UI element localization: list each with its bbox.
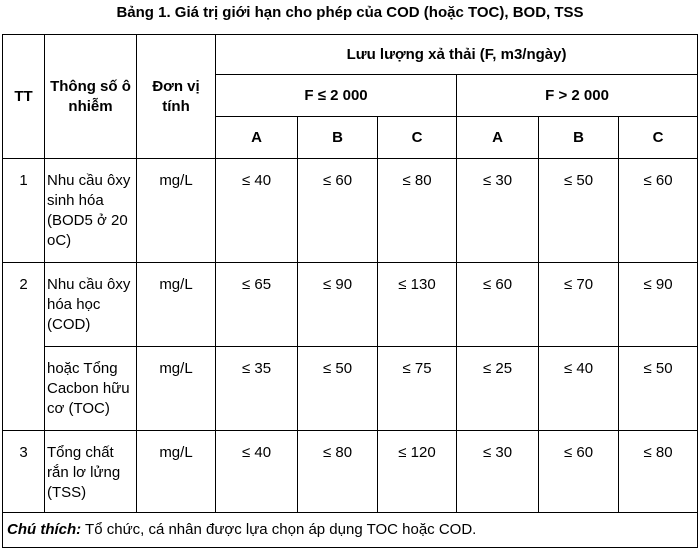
header-tt: TT: [3, 35, 45, 159]
row-unit: mg/L: [137, 159, 216, 263]
row-value: ≤ 90: [298, 263, 378, 347]
table-title: Bảng 1. Giá trị giới hạn cho phép của COD (hoặc TOC), BOD, TSS: [116, 4, 584, 21]
row-value: ≤ 30: [457, 431, 539, 513]
row-value: ≤ 130: [378, 263, 457, 347]
row-value: ≤ 40: [216, 431, 298, 513]
row-value: ≤ 40: [216, 159, 298, 263]
table-row: [3, 263, 698, 347]
row-value: ≤ 60: [539, 431, 619, 513]
limits-table: [2, 34, 698, 548]
header-group-low: F ≤ 2 000: [216, 75, 457, 117]
row-value: ≤ 70: [539, 263, 619, 347]
header-sub-col: A: [216, 117, 298, 159]
header-group-high: F > 2 000: [457, 75, 698, 117]
table-row: [3, 431, 698, 513]
row-value: ≤ 25: [457, 347, 539, 431]
header-sub-col: C: [378, 117, 457, 159]
row-unit: mg/L: [137, 263, 216, 347]
row-value: ≤ 50: [539, 159, 619, 263]
row-value: ≤ 90: [619, 263, 698, 347]
header-row-1: [3, 35, 698, 75]
table-row: [3, 347, 698, 431]
row-value: ≤ 35: [216, 347, 298, 431]
row-parameter: Nhu cầu ôxy hóa học (COD): [45, 263, 137, 347]
row-parameter: Tổng chất rắn lơ lửng (TSS): [45, 431, 137, 513]
row-value: ≤ 30: [457, 159, 539, 263]
header-parameter: Thông số ô nhiễm: [45, 35, 137, 159]
row-value: ≤ 50: [619, 347, 698, 431]
row-unit: mg/L: [137, 347, 216, 431]
row-number: 3: [3, 431, 45, 513]
row-value: ≤ 80: [378, 159, 457, 263]
row-value: ≤ 60: [298, 159, 378, 263]
row-value: ≤ 40: [539, 347, 619, 431]
note-text: Tổ chức, cá nhân được lựa chọn áp dụng TOC hoặc COD.: [81, 521, 477, 538]
row-value: ≤ 60: [457, 263, 539, 347]
row-number: 2: [3, 263, 45, 431]
row-value: ≤ 60: [619, 159, 698, 263]
header-sub-col: A: [457, 117, 539, 159]
row-value: ≤ 80: [298, 431, 378, 513]
note-label: Chú thích:: [7, 521, 82, 538]
table-note: [3, 513, 698, 548]
row-number: 1: [3, 159, 45, 263]
row-value: ≤ 120: [378, 431, 457, 513]
row-parameter: Nhu cầu ôxy sinh hóa (BOD5 ở 20 oC): [45, 159, 137, 263]
header-unit: Đơn vị tính: [137, 35, 216, 159]
header-sub-col: B: [539, 117, 619, 159]
table-row: [3, 159, 698, 263]
header-sub-col: B: [298, 117, 378, 159]
row-value: ≤ 65: [216, 263, 298, 347]
row-value: ≤ 50: [298, 347, 378, 431]
row-value: ≤ 80: [619, 431, 698, 513]
row-unit: mg/L: [137, 431, 216, 513]
row-value: ≤ 75: [378, 347, 457, 431]
header-flow: Lưu lượng xả thải (F, m3/ngày): [216, 35, 698, 75]
note-row: [3, 513, 698, 548]
row-parameter: hoặc Tổng Cacbon hữu cơ (TOC): [45, 347, 137, 431]
header-sub-col: C: [619, 117, 698, 159]
